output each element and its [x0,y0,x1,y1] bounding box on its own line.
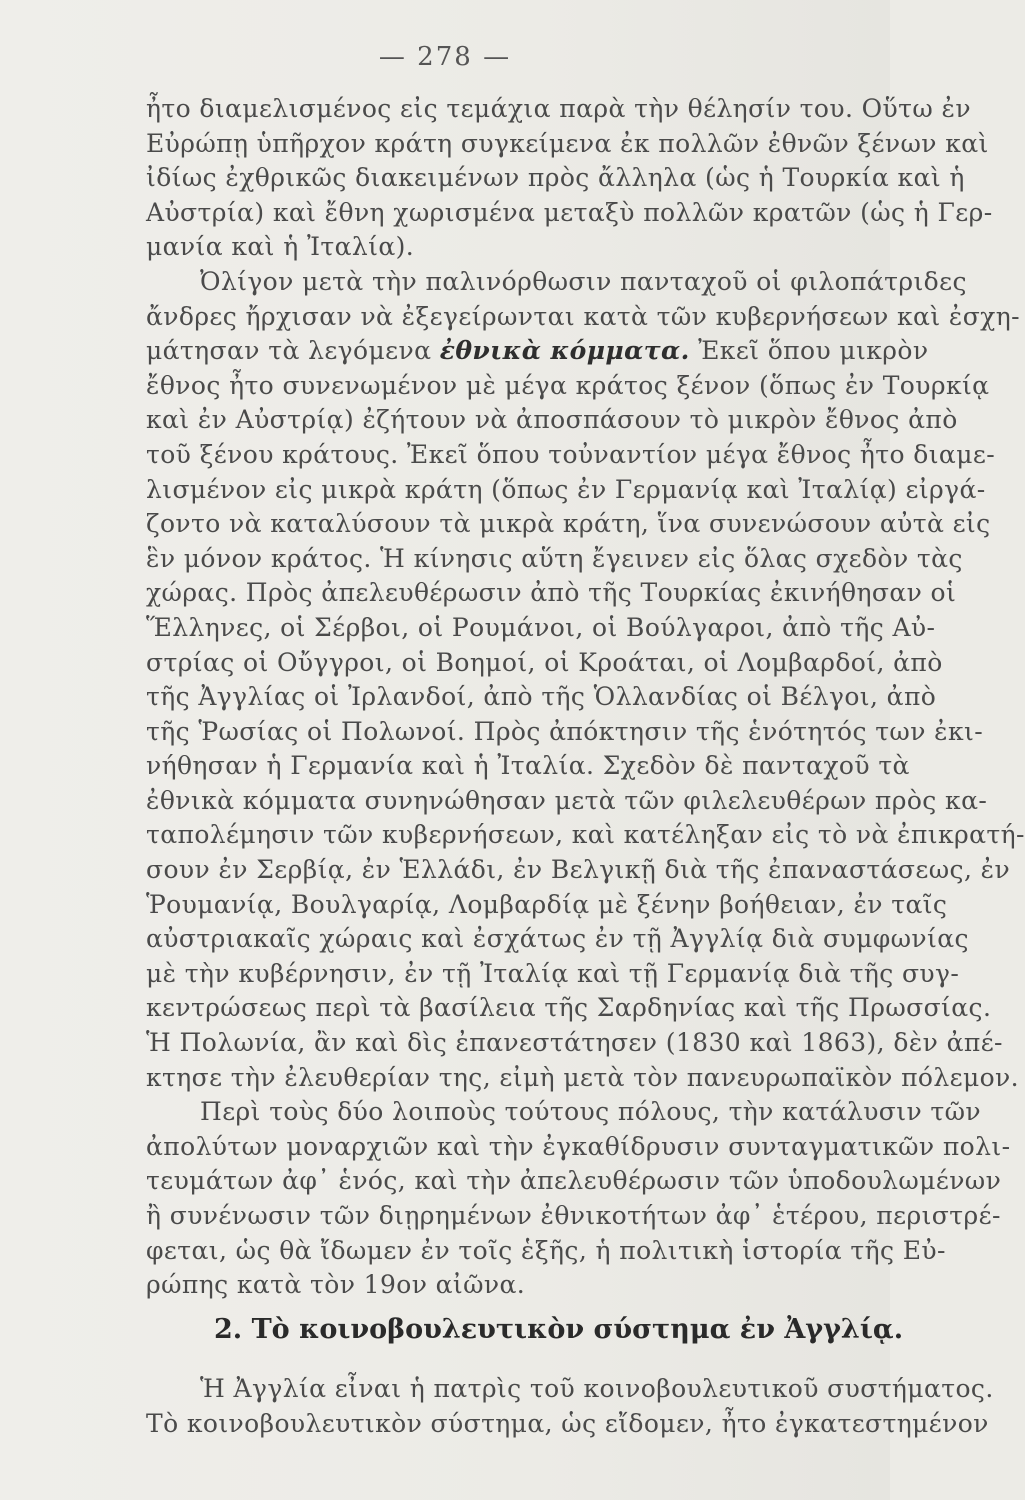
text-line: μανία καὶ ἡ Ἰταλία). [146,232,415,262]
text-line: Ἕλληνες, οἱ Σέρβοι, οἱ Ρουμάνοι, οἱ Βούλγαροι, ἀπὸ τῆς Αὐ- [146,612,936,642]
text-line-emphasis [146,334,929,369]
text-line: ἀπολύτων μοναρχιῶν καὶ τὴν ἐγκαθίδρυσιν συνταγματικῶν πολι- [146,1131,1011,1161]
text-line: ἰδίως ἐχθρικῶς διακειμένων πρὸς ἄλληλα (ὡς ἡ Τουρκία καὶ ἡ [146,163,965,193]
text-line: ἐθνικὰ κόμματα συνηνώθησαν μετὰ τῶν φιλελευθέρων πρὸς κα- [146,785,988,815]
bold-term: ἐθνικὰ κόμματα. [439,336,690,366]
body-text [146,92,1025,1303]
text-line: Περὶ τοὺς δύο λοιποὺς τούτους πόλους, τὴν κατάλυσιν τῶν [200,1097,982,1127]
text-line: νήθησαν ἡ Γερμανία καὶ ἡ Ἰταλία. Σχεδὸν δὲ πανταχοῦ τὰ [146,751,910,781]
text-line: ρώπης κατὰ τὸν 19ον αἰῶνα. [146,1270,526,1300]
text-line: κεντρώσεως περὶ τὰ βασίλεια τῆς Σαρδηνίας καὶ τῆς Πρωσσίας. [146,993,992,1023]
text-line: ζοντο νὰ καταλύσουν τὰ μικρὰ κράτη, ἵνα συνενώσουν αὐτὰ εἰς [146,509,991,539]
text-line: Ἡ Πολωνία, ἂν καὶ δὶς ἐπανεστάτησεν (1830 καὶ 1863), δὲν ἀπέ- [146,1028,1003,1058]
text-line: Εὐρώπῃ ὑπῆρχον κράτη συγκείμενα ἐκ πολλῶν ἐθνῶν ξένων καὶ [146,128,989,158]
text-line: τοῦ ξένου κράτους. Ἐκεῖ ὅπου τοὐναντίον μέγα ἔθνος ἦτο διαμε- [146,439,996,469]
text-line: καὶ ἐν Αὐστρίᾳ) ἐζήτουν νὰ ἀποσπάσουν τὸ μικρὸν ἔθνος ἀπὸ [146,405,958,435]
text-line: αὐστριακαῖς χώραις καὶ ἐσχάτως ἐν τῇ Ἀγγλίᾳ διὰ συμφωνίας [146,924,969,954]
text-line: τῆς Ἀγγλίας οἱ Ἰρλανδοί, ἀπὸ τῆς Ὁλλανδίας οἱ Βέλγοι, ἀπὸ [146,682,937,712]
text-line: ἦτο διαμελισμένος εἰς τεμάχια παρὰ τὴν θέλησίν του. Οὕτω ἐν [146,94,971,123]
page-number: — 278 — [378,42,512,72]
section-heading: 2. Τὸ κοινοβουλευτικὸν σύστημα ἐν Ἀγγλίᾳ. [214,1314,904,1345]
text-line: κτησε τὴν ἐλευθερίαν της, εἰμὴ μετὰ τὸν πανευρωπαϊκὸν πόλεμον. [146,1062,1020,1092]
text-line: χώρας. Πρὸς ἀπελευθέρωσιν ἀπὸ τῆς Τουρκίας ἐκινήθησαν οἱ [146,578,957,608]
text-line: Ὀλίγον μετὰ τὴν παλινόρθωσιν πανταχοῦ οἱ φιλοπάτριδες [200,266,967,296]
text-line: ἔθνος ἦτο συνενωμένον μὲ μέγα κράτος ξένον (ὅπως ἐν Τουρκίᾳ [146,370,990,400]
section-body-text [146,1372,994,1441]
text-segment: μάτησαν τὰ λεγόμενα [146,336,440,366]
text-line: ἓν μόνον κράτος. Ἡ κίνησις αὕτη ἔγεινεν εἰς ὅλας σχεδὸν τὰς [146,543,963,573]
text-line: ἄνδρες ἤρχισαν νὰ ἐξεγείρωνται κατὰ τῶν κυβερνήσεων καὶ ἐσχη- [146,301,1020,331]
text-line: λισμένον εἰς μικρὰ κράτη (ὅπως ἐν Γερμανίᾳ καὶ Ἰταλίᾳ) εἰργά- [146,474,986,504]
text-line: Αὐστρία) καὶ ἔθνη χωρισμένα μεταξὺ πολλῶν κρατῶν (ὡς ἡ Γερ- [146,197,993,227]
text-line: Ῥουμανίᾳ, Βουλγαρίᾳ, Λομβαρδίᾳ μὲ ξένην βοήθειαν, ἐν ταῖς [146,889,948,919]
text-line: σουν ἐν Σερβίᾳ, ἐν Ἑλλάδι, ἐν Βελγικῇ διὰ τῆς ἐπαναστάσεως, ἐν [146,855,1011,885]
text-line: ταπολέμησιν τῶν κυβερνήσεων, καὶ κατέληξαν εἰς τὸ νὰ ἐπικρατή- [146,820,1025,850]
text-line: Τὸ κοινοβουλευτικὸν σύστημα, ὡς εἴδομεν, ἦτο ἐγκατεστημένον [146,1408,989,1438]
text-line: στρίας οἱ Οὔγγροι, οἱ Βοημοί, οἱ Κροάται, οἱ Λομβαρδοί, ἀπὸ [146,647,943,677]
text-line: μὲ τὴν κυβέρνησιν, ἐν τῇ Ἰταλίᾳ καὶ τῇ Γερμανίᾳ διὰ τῆς συγ- [146,958,960,988]
text-line: τῆς Ῥωσίας οἱ Πολωνοί. Πρὸς ἀπόκτησιν τῆς ἑνότητός των ἐκι- [146,716,984,746]
text-line: ἢ συνένωσιν τῶν διῃρημένων ἐθνικοτήτων ἀφ᾿ ἑτέρου, περιστρέ- [146,1201,1001,1230]
text-line: τευμάτων ἀφ᾿ ἑνός, καὶ τὴν ἀπελευθέρωσιν τῶν ὑποδουλωμένων [146,1166,1002,1196]
text-line: φεται, ὡς θὰ ἴδωμεν ἐν τοῖς ἑξῆς, ἡ πολιτικὴ ἱστορία τῆς Εὐ- [146,1235,946,1265]
text-line: Ἡ Ἀγγλία εἶναι ἡ πατρὶς τοῦ κοινοβουλευτικοῦ συστήματος. [200,1374,994,1403]
text-segment: Ἐκεῖ ὅπου μικρὸν [689,336,929,366]
